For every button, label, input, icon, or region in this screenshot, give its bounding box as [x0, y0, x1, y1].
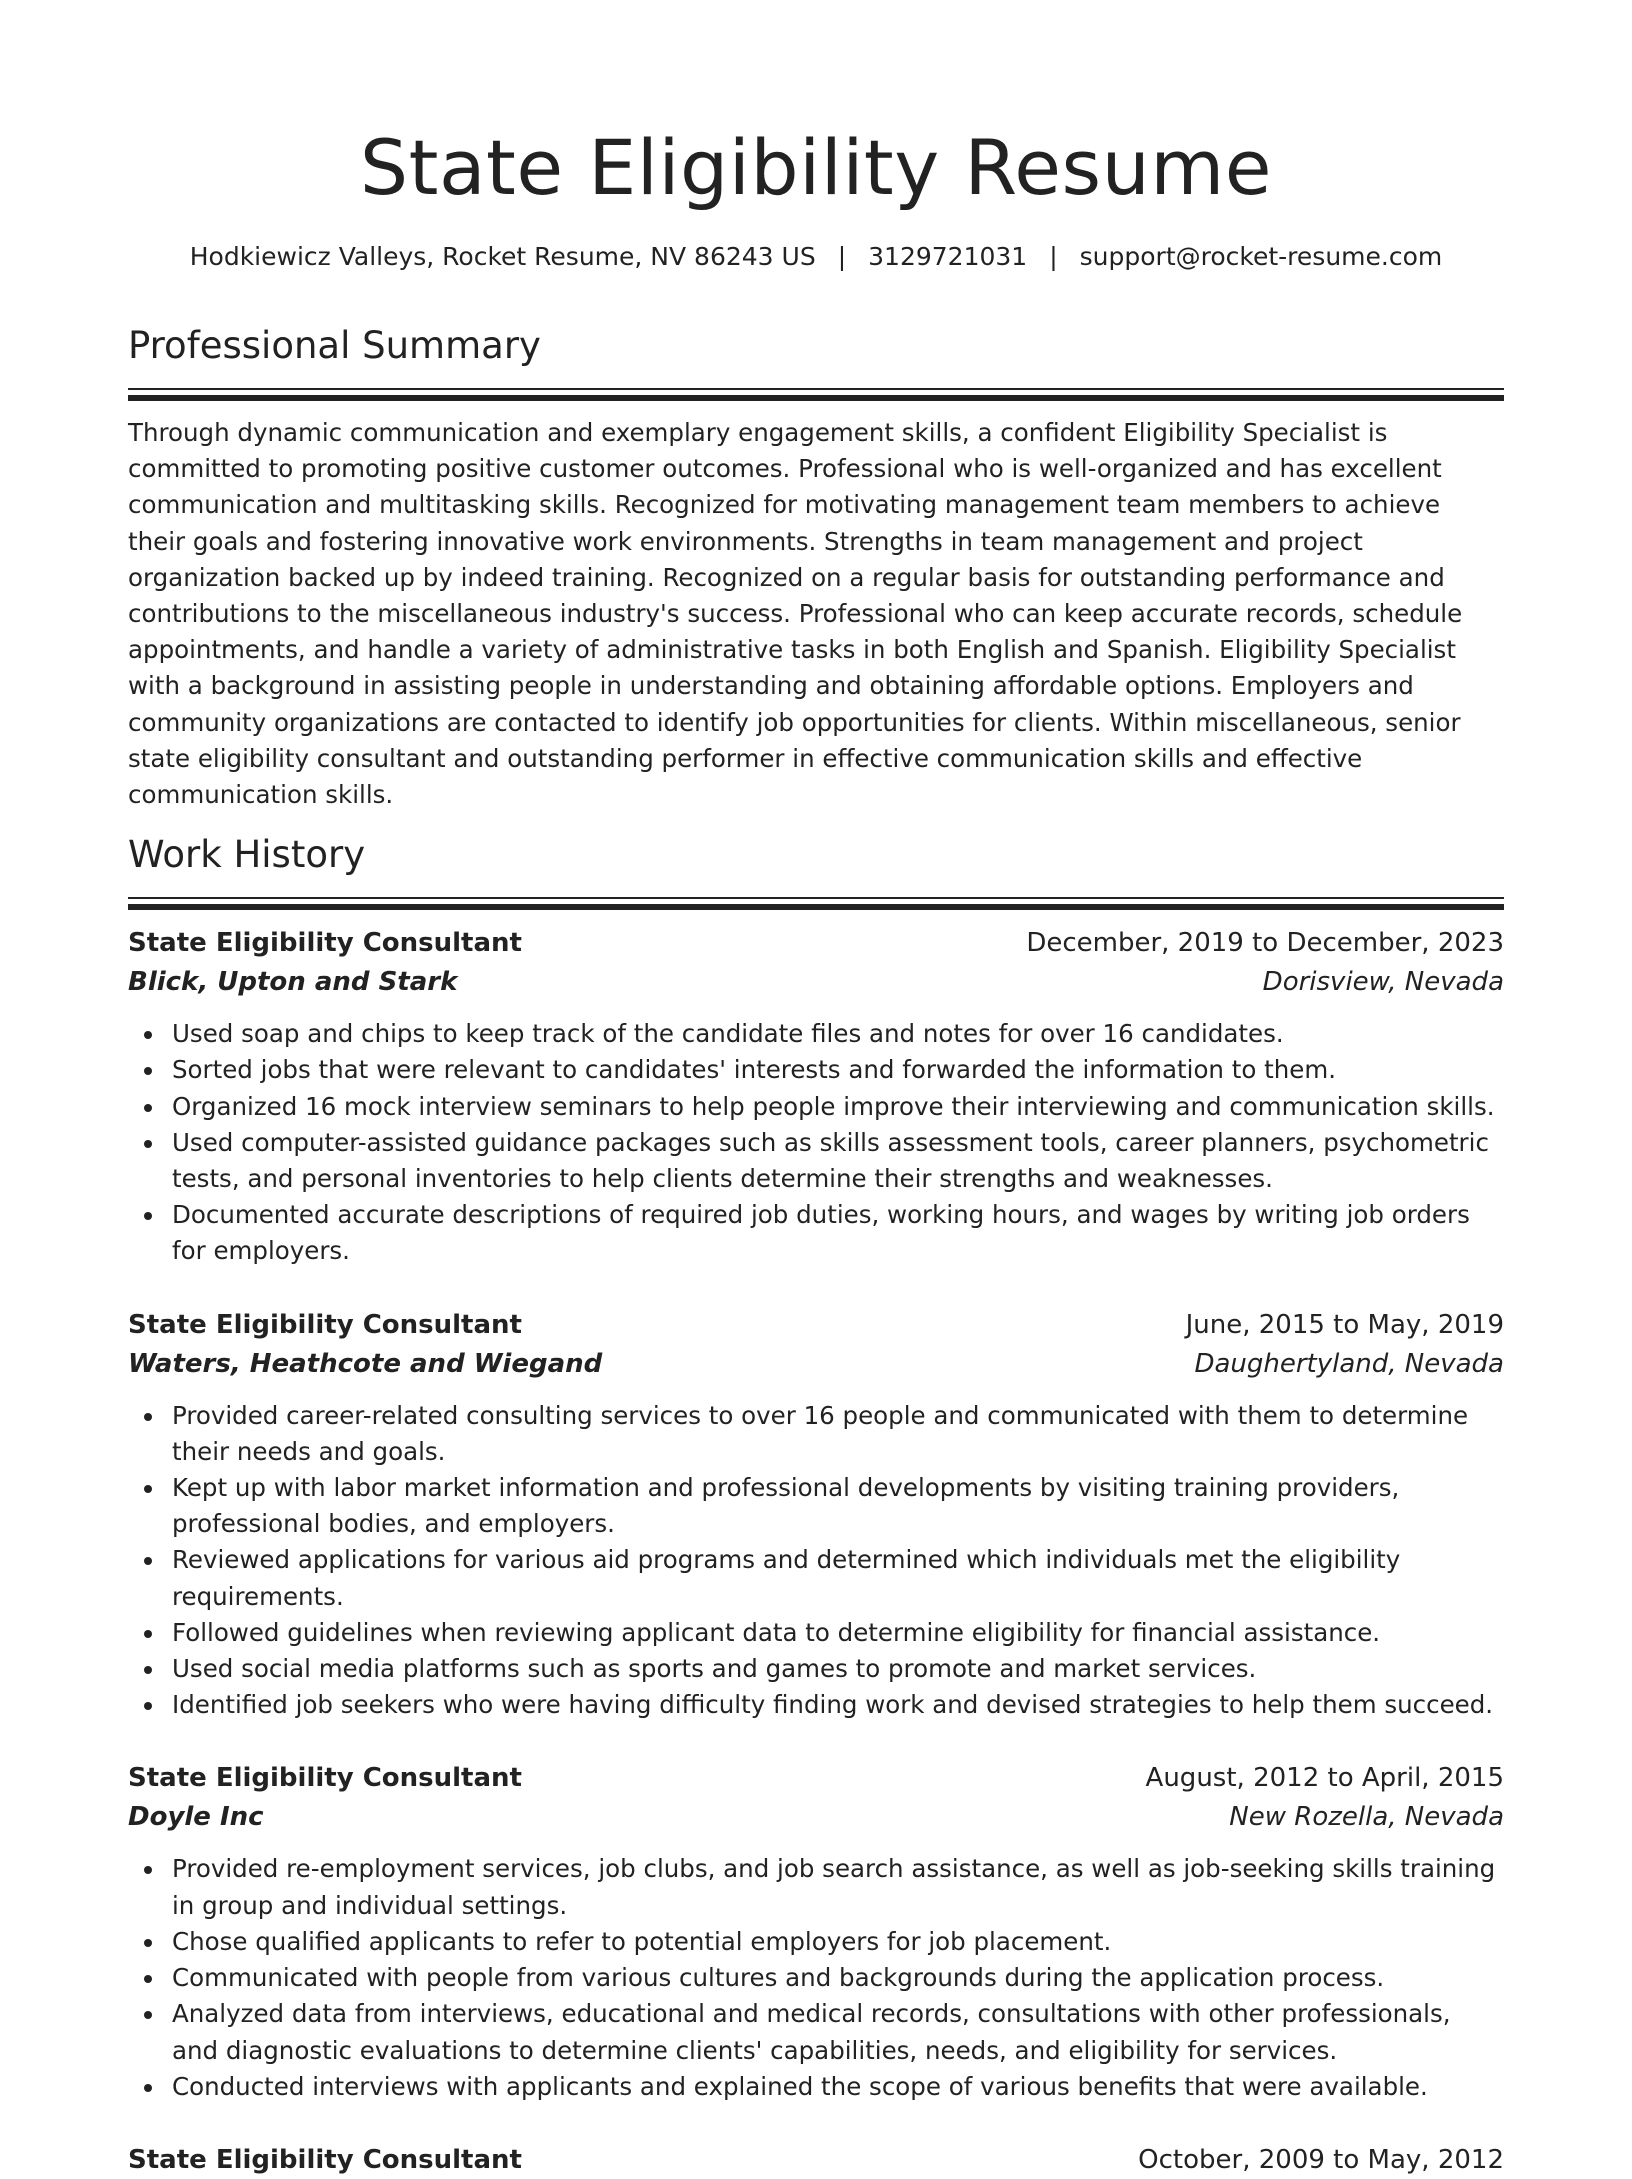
- job-company: Doyle Inc: [128, 1802, 264, 1833]
- job-duty: Used soap and chips to keep track of the candidate files and notes for over 16 candidates.: [172, 1016, 1504, 1052]
- contact-line: [128, 240, 1504, 274]
- job-title: State Eligibility Consultant: [128, 1309, 522, 1340]
- job-duty: Analyzed data from interviews, educational and medical records, consultations with other professionals, and diagnostic evaluations to determine clients' capabilities, needs, and eligibility for services.: [172, 1996, 1504, 2068]
- job-entry: [128, 1306, 1504, 1724]
- summary-text: Through dynamic communication and exemplary engagement skills, a confident Eligibility Specialist is committed to promoting positive customer outcomes. Professional who is well-organized and has excellent communication and multitasking skills. Recognized for motivating management team members to achieve their goals and fostering innovative work environments. Strengths in team management and project organization backed up by indeed training. Recognized on a regular basis for outstanding performance and contributions to the miscellaneous industry's success. Professional who can keep accurate records, schedule appointments, and handle a variety of administrative tasks in both English and Spanish. Eligibility Specialist with a background in assisting people in understanding and obtaining affordable options. Employers and community organizations are contacted to identify job opportunities for clients. Within miscellaneous, senior state eligibility consultant and outstanding performer in effective communication skills and effective communication skills.: [128, 418, 1463, 810]
- job-duty: Provided career-related consulting services to over 16 people and communicated with them to determine their needs and goals.: [172, 1398, 1504, 1470]
- job-title: State Eligibility Consultant: [128, 1763, 522, 1794]
- section-divider-thick: [128, 395, 1504, 401]
- section-divider-thick: [128, 904, 1504, 910]
- job-duty: Documented accurate descriptions of required job duties, working hours, and wages by writing job orders for employers.: [172, 1197, 1504, 1269]
- job-duty: Provided re-employment services, job clubs, and job search assistance, as well as job-seeking skills training in group and individual settings.: [172, 1851, 1504, 1923]
- job-location: Daughertyland, Nevada: [1194, 1348, 1504, 1379]
- job-duty: Chose qualified applicants to refer to potential employers for job placement.: [172, 1924, 1504, 1960]
- job-duty: Communicated with people from various cultures and backgrounds during the application process.: [172, 1960, 1504, 1996]
- job-entry: [128, 2141, 1504, 2179]
- job-title: State Eligibility Consultant: [128, 928, 522, 959]
- job-dates: August, 2012 to April, 2015: [1145, 1763, 1504, 1794]
- job-duty: Organized 16 mock interview seminars to help people improve their interviewing and communication skills.: [172, 1089, 1504, 1125]
- contact-separator: |: [1049, 242, 1058, 271]
- job-title: State Eligibility Consultant: [128, 2144, 522, 2175]
- section-divider: [128, 897, 1504, 899]
- section-divider: [128, 388, 1504, 390]
- work-history-heading: Work History: [128, 833, 366, 877]
- job-dates: October, 2009 to May, 2012: [1138, 2144, 1504, 2175]
- job-company: Waters, Heathcote and Wiegand: [128, 1348, 603, 1379]
- job-duty: Used social media platforms such as sports and games to promote and market services.: [172, 1651, 1504, 1687]
- job-entry: [128, 924, 1504, 1269]
- job-dates: June, 2015 to May, 2019: [1185, 1309, 1504, 1340]
- job-duty: Followed guidelines when reviewing applicant data to determine eligibility for financial assistance.: [172, 1615, 1504, 1651]
- job-location: New Rozella, Nevada: [1229, 1802, 1504, 1833]
- job-duties-list: [128, 1398, 1504, 1724]
- job-company: Blick, Upton and Stark: [128, 967, 458, 998]
- contact-separator: |: [837, 242, 847, 271]
- job-entry: [128, 1759, 1504, 2104]
- job-duty: Conducted interviews with applicants and explained the scope of various benefits that were available.: [172, 2069, 1504, 2105]
- resume-page: [128, 0, 1504, 2179]
- job-dates: December, 2019 to December, 2023: [1026, 928, 1504, 959]
- contact-phone: 3129721031: [868, 242, 1028, 271]
- job-duties-list: [128, 1851, 1504, 2104]
- job-duty: Identified job seekers who were having difficulty finding work and devised strategies to help them succeed.: [172, 1687, 1504, 1723]
- job-duty: Used computer-assisted guidance packages such as skills assessment tools, career planners, psychometric tests, and personal inventories to help clients determine their strengths and weaknesses.: [172, 1125, 1504, 1197]
- contact-email: support@rocket-resume.com: [1079, 242, 1443, 271]
- job-location: Dorisview, Nevada: [1262, 967, 1504, 998]
- resume-title: State Eligibility Resume: [359, 123, 1273, 212]
- job-duty: Sorted jobs that were relevant to candidates' interests and forwarded the information to them.: [172, 1052, 1504, 1088]
- job-duties-list: [128, 1016, 1504, 1269]
- contact-address: Hodkiewicz Valleys, Rocket Resume, NV 86243 US: [189, 242, 816, 271]
- summary-heading: Professional Summary: [128, 324, 541, 367]
- job-duty: Reviewed applications for various aid programs and determined which individuals met the eligibility requirements.: [172, 1542, 1504, 1614]
- job-duty: Kept up with labor market information and professional developments by visiting training providers, professional bodies, and employers.: [172, 1470, 1504, 1542]
